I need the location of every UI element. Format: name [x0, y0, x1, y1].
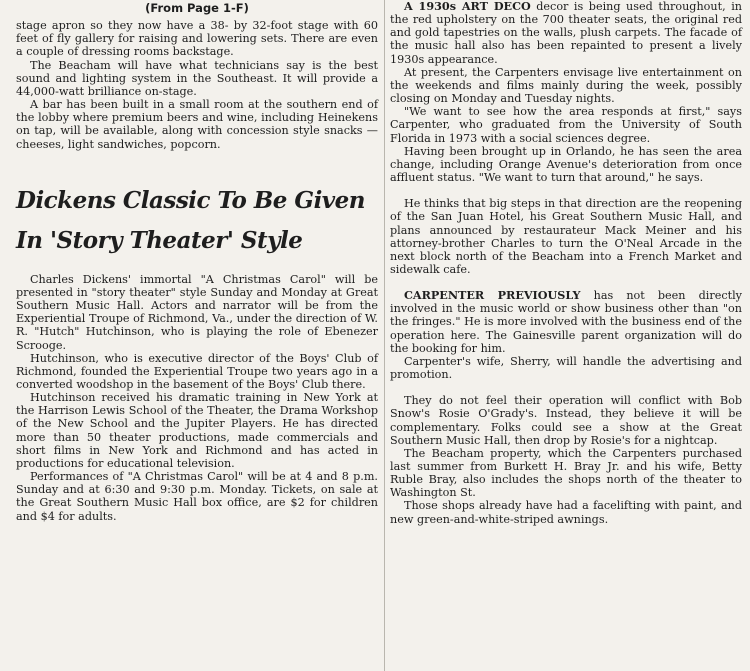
left-column	[16, 0, 378, 523]
paragraph: "We want to see how the area responds at first," says Carpenter, who graduated from the University of South Florida in 1973 with a social sciences degree.	[390, 105, 742, 145]
paragraph-text: decor is being used throughout, in the red upholstery on the 700 theater seats, the original red and gold tapestries on the walls, plush carpets. The facade of the music hall also has been repainted to present a lively 1930s appearance.	[390, 0, 742, 66]
paragraph: Hutchinson received his dramatic training in New York at the Harrison Lewis School of the Theater, the Drama Workshop of the New School and the Jupiter Players. He has directed more than 50 theater productions, made commercials and short films in New York and Richmond and has acted in productions for educational television.	[16, 391, 378, 470]
paragraph: Having been brought up in Orlando, he has seen the area change, including Orange Avenue's deterioration from once affluent status. "We want to turn that around," he says.	[390, 144, 742, 185]
paragraph-text: has not been directly involved in the music world or show business other than "on the fringes." He is more involved with the business end of the operation here. The Gainesville parent organization will do the booking for him.	[390, 289, 742, 355]
paragraph: The Beacham will have what technicians say is the best sound and lighting system in the Southeast. It will provide a 44,000-watt brilliance on-stage.	[16, 58, 378, 98]
paragraph: Carpenter's wife, Sherry, will handle the advertising and promotion.	[390, 354, 742, 382]
jump-line: (From Page 1-F)	[145, 1, 249, 15]
paragraph	[390, 0, 742, 66]
paragraph: Performances of "A Christmas Carol" will be at 4 and 8 p.m. Sunday and at 6:30 and 9:30 p.m. Monday. Tickets, on sale at the Great Southern Music Hall box office, are $2 for children and $4 for adults.	[16, 470, 378, 523]
story-headline	[16, 181, 378, 261]
paragraph: Those shops already have had a facelifting with paint, and new green-and-white-striped awnings.	[390, 499, 742, 526]
paragraph: Hutchinson, who is executive director of the Boys' Club of Richmond, founded the Experiential Troupe two years ago in a converted woodshop in the basement of the Boys' Club there.	[16, 351, 378, 391]
paragraph-lead: A 1930s ART DECO	[404, 0, 531, 13]
column-divider	[384, 0, 385, 671]
paragraph	[390, 289, 742, 355]
headline-line-2: In 'Story Theater' Style	[16, 226, 303, 254]
paragraph: At present, the Carpenters envisage live entertainment on the weekends and films mainly during the week, possibly closing on Monday and Tuesday nights.	[390, 65, 742, 106]
paragraph: They do not feel their operation will conflict with Bob Snow's Rosie O'Grady's. Instead, they believe it will be complementary. Folks could see a show at the Great Southern Music Hall, then drop by Rosie's for a nightcap.	[390, 394, 742, 447]
paragraph: Charles Dickens' immortal "A Christmas Carol" will be presented in "story theater" style Sunday and Monday at Great Southern Music Hall. Actors and narrator will be from the Experiential Troupe of Richmond, Va., under the direction of W. R. "Hutch" Hutchinson, who is playing the role of Ebenezer Scrooge.	[16, 272, 378, 352]
paragraph: stage apron so they now have a 38- by 32-foot stage with 60 feet of fly gallery for raising and lowering sets. There are even a couple of dressing rooms backstage.	[16, 19, 378, 59]
paragraph: He thinks that big steps in that direction are the reopening of the San Juan Hotel, his Great Southern Music Hall, and plans announced by restaurateur Mack Meiner and his attorney-brother Charles to turn the O'Neal Arcade in the next block north of the Beacham into a French Market and sidewalk cafe.	[390, 197, 742, 276]
right-column	[390, 0, 742, 526]
paragraph: A bar has been built in a small room at the southern end of the lobby where premium beers and wine, including Heinekens on tap, will be available, along with concession style snacks — cheeses, light sandwiches, popcorn.	[16, 98, 378, 151]
paragraph-lead: CARPENTER PREVIOUSLY	[404, 288, 581, 303]
headline-line-1: Dickens Classic To Be Given	[16, 186, 366, 214]
paragraph: The Beacham property, which the Carpenters purchased last summer from Burkett H. Bray Jr. and his wife, Betty Ruble Bray, also includes the shops north of the theater to Washington St.	[390, 446, 742, 500]
